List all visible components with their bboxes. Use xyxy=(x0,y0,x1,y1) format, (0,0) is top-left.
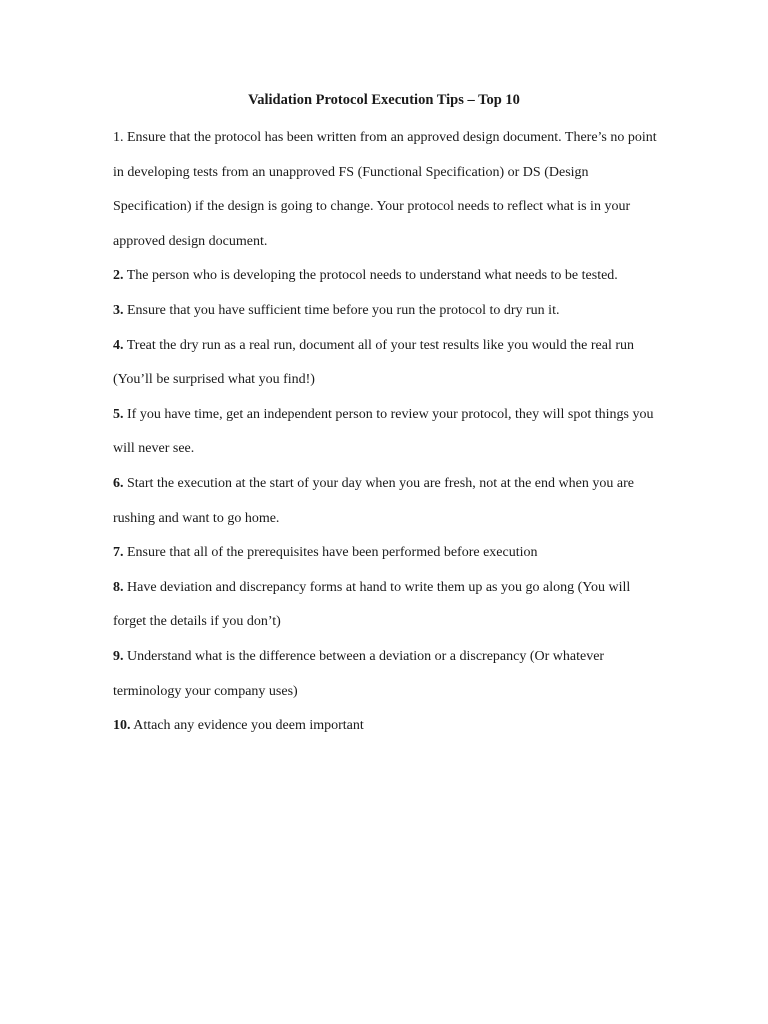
tip-number: 10. xyxy=(113,718,131,734)
tip-item-3 xyxy=(113,294,658,329)
tip-number: 7. xyxy=(113,545,124,561)
tip-item-1 xyxy=(113,121,658,259)
tip-number: 8. xyxy=(113,579,124,595)
tip-number: 9. xyxy=(113,648,124,664)
tip-text: Start the execution at the start of your day when you are fresh, not at the end when you are rushing and want to go home. xyxy=(113,475,634,526)
tip-item-5 xyxy=(113,398,658,467)
tips-list xyxy=(113,121,658,744)
tip-item-7 xyxy=(113,536,658,571)
document-title: Validation Protocol Execution Tips – Top 10 xyxy=(248,92,520,108)
tip-text: Ensure that you have sufficient time before you run the protocol to dry run it. xyxy=(127,302,560,318)
tip-item-9 xyxy=(113,640,658,709)
tip-number: 2. xyxy=(113,268,124,284)
tip-number: 3. xyxy=(113,302,124,318)
tip-number: 1. xyxy=(113,130,124,145)
tip-text: Ensure that the protocol has been written from an approved design document. There’s no point in developing tests from an unapproved FS (Functional Specification) or DS (Design Specification) if the design is going to change. Your protocol needs to reflect what is in your approved design document. xyxy=(113,130,657,249)
tip-item-2 xyxy=(113,259,658,294)
tip-item-10 xyxy=(113,709,658,744)
tip-text: Treat the dry run as a real run, document all of your test results like you would the real run (You’ll be surprised what you find!) xyxy=(113,337,634,388)
tip-item-8 xyxy=(113,571,658,640)
tip-number: 5. xyxy=(113,406,124,422)
tip-text: The person who is developing the protocol needs to understand what needs to be tested. xyxy=(126,268,618,284)
tip-item-6 xyxy=(113,467,658,536)
tip-text: Understand what is the difference between a deviation or a discrepancy (Or whatever terminology your company uses) xyxy=(113,648,605,699)
tip-text: Attach any evidence you deem important xyxy=(133,718,364,734)
tip-number: 4. xyxy=(113,337,124,353)
tip-text: Have deviation and discrepancy forms at hand to write them up as you go along (You will forget the details if you don’t) xyxy=(113,579,631,630)
tip-item-4 xyxy=(113,329,658,398)
tip-text: Ensure that all of the prerequisites have been performed before execution xyxy=(127,545,538,561)
tip-number: 6. xyxy=(113,475,124,491)
tip-text: If you have time, get an independent person to review your protocol, they will spot things you will never see. xyxy=(113,406,654,457)
